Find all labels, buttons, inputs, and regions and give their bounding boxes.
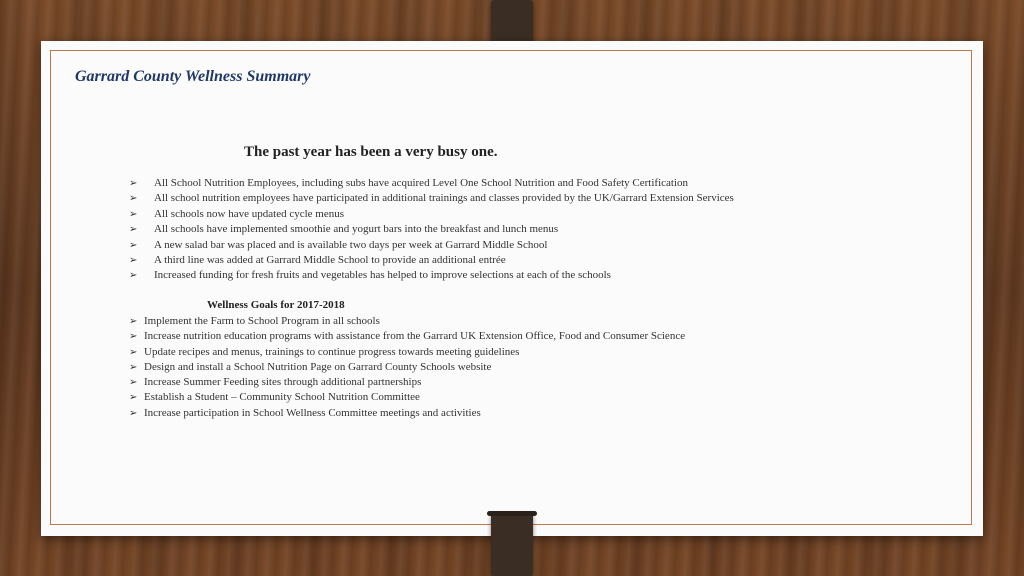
arrow-bullet-icon: ➢	[129, 254, 138, 266]
list-item	[129, 360, 685, 375]
accomplishments-list	[129, 176, 734, 284]
list-item	[129, 238, 734, 253]
list-item-text: Update recipes and menus, trainings to continue progress towards meeting guidelines	[144, 345, 520, 358]
list-item-text: Establish a Student – Community School Nutrition Committee	[144, 391, 420, 404]
arrow-bullet-icon: ➢	[129, 239, 138, 251]
arrow-bullet-icon: ➢	[129, 208, 138, 220]
list-item-text: Design and install a School Nutrition Page on Garrard County Schools website	[144, 360, 492, 373]
list-item	[129, 191, 734, 206]
arrow-bullet-icon: ➢	[129, 270, 138, 282]
list-item-text: A new salad bar was placed and is available two days per week at Garrard Middle School	[154, 238, 548, 251]
list-item	[129, 207, 734, 222]
list-item-text: Implement the Farm to School Program in all schools	[144, 315, 380, 327]
list-item-text: All schools have implemented smoothie and yogurt bars into the breakfast and lunch menus	[154, 223, 559, 236]
list-item	[129, 375, 685, 390]
arrow-bullet-icon: ➢	[129, 316, 138, 327]
arrow-bullet-icon: ➢	[129, 224, 138, 236]
list-item-text: Increase nutrition education programs with assistance from the Garrard UK Extension Office, Food and Consumer Science	[144, 330, 686, 343]
list-item-text: All schools now have updated cycle menus	[154, 207, 345, 220]
list-item-text: Increased funding for fresh fruits and vegetables has helped to improve selections at each of the schools	[154, 269, 611, 282]
arrow-bullet-icon: ➢	[129, 392, 138, 404]
list-item	[129, 345, 685, 360]
list-item-text: Increase Summer Feeding sites through additional partnerships	[144, 376, 422, 389]
list-item	[129, 176, 734, 191]
goals-list	[129, 314, 685, 421]
list-item	[129, 268, 734, 283]
arrow-bullet-icon: ➢	[129, 193, 138, 205]
list-item	[129, 222, 734, 237]
list-item	[129, 253, 734, 268]
list-item	[129, 390, 685, 405]
section-heading: The past year has been a very busy one.	[244, 144, 498, 160]
arrow-bullet-icon: ➢	[129, 346, 138, 358]
goals-heading: Wellness Goals for 2017-2018	[207, 299, 345, 311]
slide-title: Garrard County Wellness Summary	[75, 68, 311, 85]
arrow-bullet-icon: ➢	[129, 377, 138, 389]
slide	[41, 41, 983, 536]
list-item	[129, 329, 685, 344]
list-item	[129, 406, 685, 421]
list-item-text: A third line was added at Garrard Middle School to provide an additional entrée	[154, 253, 506, 266]
slide-border	[50, 50, 972, 525]
arrow-bullet-icon: ➢	[129, 361, 138, 373]
arrow-bullet-icon: ➢	[129, 407, 138, 419]
list-item-text: All School Nutrition Employees, including subs have acquired Level One School Nutrition and Food Safety Certification	[154, 177, 689, 189]
list-item-text: Increase participation in School Wellness Committee meetings and activities	[144, 406, 481, 419]
list-item-text: All school nutrition employees have participated in additional trainings and classes provided by the UK/Garrard Extension Services	[154, 192, 734, 205]
binder-clip-bottom	[491, 512, 533, 576]
arrow-bullet-icon: ➢	[129, 178, 138, 189]
list-item	[129, 314, 685, 329]
arrow-bullet-icon: ➢	[129, 331, 138, 343]
